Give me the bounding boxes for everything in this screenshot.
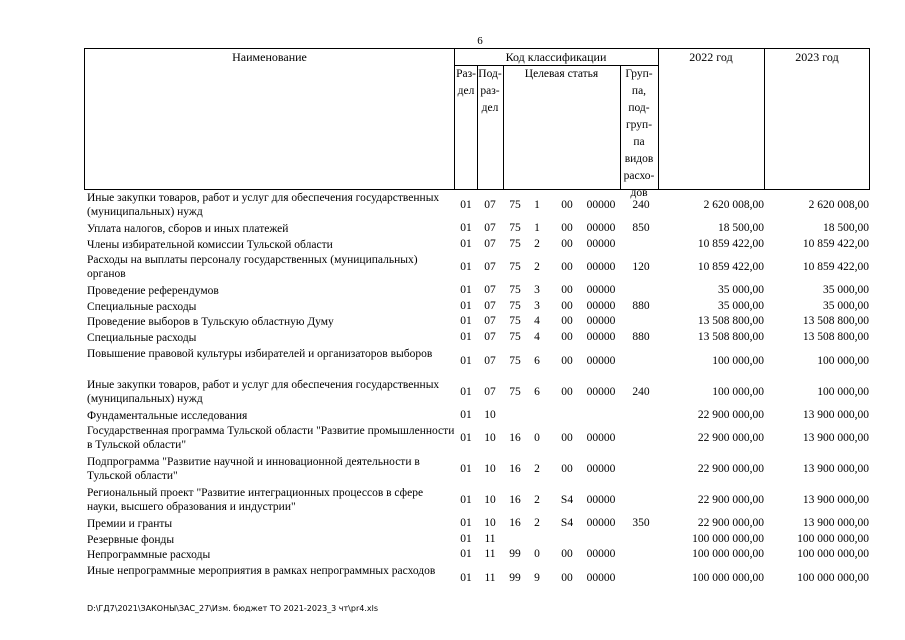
row-code-t2: 3 [534, 299, 540, 312]
row-code-t2: 0 [534, 548, 540, 561]
row-code-r: 01 [460, 299, 472, 312]
row-code-r: 01 [460, 494, 472, 507]
row-amount-2023: 35 000,00 [823, 284, 869, 297]
row-name: Проведение выборов в Тульскую областную Думу [87, 316, 334, 329]
row-code-t4: 00000 [586, 463, 616, 476]
row-amount-2022: 100 000 000,00 [692, 548, 764, 561]
row-code-t3: 00 [561, 463, 573, 476]
header-razdel-line: дел [457, 85, 475, 97]
row-code-t1: 75 [509, 284, 521, 297]
row-code-t4: 00000 [586, 261, 616, 274]
row-code-t4: 00000 [586, 199, 616, 211]
row-name: Специальные расходы [87, 331, 197, 344]
row-amount-2022: 22 900 000,00 [697, 463, 764, 476]
row-code-p: 10 [484, 432, 496, 445]
row-name: Повышение правовой культуры избирателей и организаторов выборов [87, 347, 433, 360]
row-code-t1: 16 [509, 517, 521, 530]
table-row [0, 221, 905, 237]
table-row [0, 547, 905, 563]
row-code-t2: 4 [534, 330, 540, 343]
row-amount-2023: 13 900 000,00 [802, 494, 869, 507]
row-code-t2: 6 [534, 354, 540, 367]
row-amount-2022: 35 000,00 [718, 299, 764, 312]
row-code-t2: 2 [534, 261, 540, 274]
row-code-t1: 75 [509, 385, 521, 398]
header-group-line: груп- [625, 119, 653, 131]
row-code-p: 11 [484, 532, 496, 545]
row-code-t3: 00 [561, 548, 573, 561]
row-name: Подпрограмма "Развитие научной и инновационной деятельности в Тульской области" [87, 456, 420, 483]
row-name: Непрограммные расходы [87, 549, 211, 562]
row-code-t3: 00 [561, 222, 573, 234]
row-name: Проведение референдумов [87, 285, 219, 298]
header-divider [503, 65, 504, 189]
row-code-p: 07 [484, 237, 496, 250]
row-code-r: 01 [460, 330, 472, 343]
row-code-t1: 75 [509, 354, 521, 367]
row-code-r: 01 [460, 385, 472, 398]
row-code-r: 01 [460, 548, 472, 561]
row-code-t4: 00000 [586, 548, 616, 561]
row-code-g: 880 [632, 330, 650, 343]
row-code-t4: 00000 [586, 299, 616, 312]
row-code-t3: 00 [561, 330, 573, 343]
row-code-t4: 00000 [586, 222, 616, 234]
row-code-t3: 00 [561, 284, 573, 297]
row-code-t1: 99 [509, 548, 521, 561]
row-code-t2: 2 [534, 517, 540, 530]
row-code-t4: 00000 [586, 517, 616, 530]
file-path: D:\ГД7\2021\ЗАКОНЫ\ЗАС_27\Изм. бюджет ТО 2021-2023_3 чт\pr4.xls [87, 604, 378, 613]
row-code-p: 07 [484, 330, 496, 343]
row-code-t2: 4 [534, 315, 540, 328]
page-number: 6 [477, 35, 483, 47]
row-code-r: 01 [460, 408, 472, 421]
header-razdel [454, 66, 478, 100]
row-code-r: 01 [460, 199, 472, 211]
header-razdel-line: Раз- [456, 68, 476, 80]
header-group-line: Груп- [625, 68, 653, 80]
row-code-r: 01 [460, 517, 472, 530]
row-code-t1: 16 [509, 463, 521, 476]
row-code-t4: 00000 [586, 571, 616, 584]
row-code-t2: 6 [534, 385, 540, 398]
table-row [0, 532, 905, 548]
table-row [0, 408, 905, 424]
row-code-r: 01 [460, 237, 472, 250]
row-amount-2023: 13 900 000,00 [802, 517, 869, 530]
row-code-t1: 75 [509, 222, 521, 234]
row-code-t3: 00 [561, 199, 573, 211]
row-code-t2: 9 [534, 571, 540, 584]
row-amount-2023: 100 000,00 [817, 354, 869, 367]
row-code-p: 07 [484, 261, 496, 274]
header-podrazdel-line: Под- [478, 68, 502, 80]
table-row [0, 252, 905, 283]
row-amount-2023: 13 508 800,00 [802, 330, 869, 343]
row-code-t1: 75 [509, 315, 521, 328]
row-code-t2: 2 [534, 494, 540, 507]
row-code-t3: 00 [561, 354, 573, 367]
row-code-t4: 00000 [586, 237, 616, 250]
row-code-t3: 00 [561, 299, 573, 312]
header-code: Код классификации [505, 50, 607, 64]
row-code-t3: 00 [561, 571, 573, 584]
row-code-g: 240 [632, 385, 650, 398]
table-row [0, 299, 905, 315]
table-row [0, 377, 905, 408]
row-code-g: 880 [632, 299, 650, 312]
row-code-p: 07 [484, 315, 496, 328]
row-code-t4: 00000 [586, 284, 616, 297]
row-code-p: 10 [484, 517, 496, 530]
row-amount-2023: 100 000 000,00 [797, 532, 869, 545]
row-code-t4: 00000 [586, 385, 616, 398]
row-code-r: 01 [460, 261, 472, 274]
row-code-t4: 00000 [586, 494, 616, 507]
table-row [0, 330, 905, 346]
row-amount-2023: 100 000,00 [817, 385, 869, 398]
table-row [0, 283, 905, 299]
header-group-line: дов [630, 187, 648, 199]
table-row [0, 346, 905, 377]
row-code-p: 10 [484, 463, 496, 476]
row-amount-2022: 10 859 422,00 [697, 237, 764, 250]
row-amount-2022: 13 508 800,00 [697, 315, 764, 328]
row-amount-2022: 18 500,00 [718, 222, 764, 234]
header-podrazdel-line: дел [481, 102, 499, 114]
table-row [0, 454, 905, 485]
row-code-g: 850 [632, 222, 650, 234]
row-code-t4: 00000 [586, 432, 616, 445]
row-code-t3: 00 [561, 432, 573, 445]
row-code-p: 10 [484, 494, 496, 507]
row-code-t2: 1 [534, 199, 540, 211]
row-name: Иные закупки товаров, работ и услуг для обеспечения государственных (муниципальных) нужд [87, 192, 440, 218]
row-amount-2022: 35 000,00 [718, 284, 764, 297]
row-code-g: 350 [632, 517, 650, 530]
row-code-r: 01 [460, 354, 472, 367]
row-code-t1: 75 [509, 261, 521, 274]
table-header [84, 48, 870, 199]
row-name: Премии и гранты [87, 518, 173, 531]
header-group [620, 66, 658, 202]
row-code-p: 07 [484, 222, 496, 234]
row-code-t1: 99 [509, 571, 521, 584]
row-code-t2: 2 [534, 237, 540, 250]
row-amount-2022: 22 900 000,00 [697, 517, 764, 530]
table-body [0, 190, 905, 594]
row-amount-2023: 13 900 000,00 [802, 463, 869, 476]
row-code-p: 07 [484, 299, 496, 312]
row-code-p: 07 [484, 354, 496, 367]
header-podrazdel-line: раз- [480, 85, 500, 97]
header-group-line: под- [628, 102, 650, 114]
row-name: Члены избирательной комиссии Тульской области [87, 238, 333, 251]
row-code-p: 07 [484, 199, 496, 211]
header-target: Целевая статья [524, 68, 599, 80]
header-divider [764, 49, 765, 189]
row-amount-2023: 13 508 800,00 [802, 315, 869, 328]
header-group-line: видов [624, 153, 654, 165]
row-code-p: 07 [484, 385, 496, 398]
row-code-t2: 0 [534, 432, 540, 445]
row-name: Государственная программа Тульской области "Развитие промышленности в Тульской области" [87, 425, 455, 452]
row-code-r: 01 [460, 432, 472, 445]
table-row [0, 237, 905, 253]
row-code-r: 01 [460, 532, 472, 545]
header-group-line: расхо- [623, 170, 655, 182]
row-amount-2023: 10 859 422,00 [802, 237, 869, 250]
row-name: Иные непрограммные мероприятия в рамках непрограммных расходов [87, 564, 436, 577]
header-divider [658, 49, 659, 189]
row-code-g: 240 [632, 199, 650, 211]
row-code-t4: 00000 [586, 315, 616, 328]
row-amount-2023: 13 900 000,00 [802, 432, 869, 445]
row-amount-2023: 100 000 000,00 [797, 571, 869, 584]
header-group-line: па [633, 136, 645, 148]
row-amount-2022: 100 000,00 [712, 354, 764, 367]
row-code-r: 01 [460, 284, 472, 297]
row-name: Расходы на выплаты персоналу государственных (муниципальных) органов [87, 254, 418, 281]
row-code-t2: 2 [534, 463, 540, 476]
row-name: Региональный проект "Развитие интеграционных процессов в сфере науки, высшего образования и индустрии" [87, 487, 424, 514]
row-code-p: 11 [484, 571, 496, 584]
row-amount-2022: 22 900 000,00 [697, 494, 764, 507]
row-amount-2022: 100 000,00 [712, 385, 764, 398]
row-code-t4: 00000 [586, 330, 616, 343]
row-code-t3: 00 [561, 315, 573, 328]
row-amount-2022: 100 000 000,00 [692, 532, 764, 545]
row-code-t3: S4 [560, 494, 574, 507]
row-name: Резервные фонды [87, 533, 175, 546]
header-year-2023: 2023 год [795, 50, 839, 64]
row-amount-2023: 2 620 008,00 [808, 199, 869, 211]
row-amount-2022: 13 508 800,00 [697, 330, 764, 343]
row-code-t1: 16 [509, 494, 521, 507]
row-code-p: 10 [484, 408, 496, 421]
row-amount-2022: 100 000 000,00 [692, 571, 764, 584]
row-code-t1: 16 [509, 432, 521, 445]
table-row [0, 314, 905, 330]
header-year-2022: 2022 год [689, 50, 733, 64]
header-name: Наименование [232, 50, 307, 64]
row-code-t1: 75 [509, 299, 521, 312]
row-code-t2: 3 [534, 284, 540, 297]
row-code-t1: 75 [509, 199, 521, 211]
row-amount-2022: 10 859 422,00 [697, 261, 764, 274]
table-row [0, 516, 905, 532]
row-code-r: 01 [460, 222, 472, 234]
row-amount-2023: 100 000 000,00 [797, 548, 869, 561]
row-name: Фундаментальные исследования [87, 409, 248, 422]
row-code-p: 11 [484, 548, 496, 561]
row-name: Уплата налогов, сборов и иных платежей [87, 223, 289, 235]
row-code-r: 01 [460, 315, 472, 328]
row-code-t3: 00 [561, 261, 573, 274]
row-code-t3: 00 [561, 237, 573, 250]
header-group-line: па, [631, 85, 647, 97]
row-code-r: 01 [460, 463, 472, 476]
row-code-t3: S4 [560, 517, 574, 530]
header-podrazdel [477, 66, 503, 117]
row-code-t3: 00 [561, 385, 573, 398]
row-amount-2023: 13 900 000,00 [802, 408, 869, 421]
row-amount-2022: 22 900 000,00 [697, 432, 764, 445]
row-code-t2: 1 [534, 222, 540, 234]
row-amount-2023: 10 859 422,00 [802, 261, 869, 274]
table-row [0, 190, 905, 221]
row-code-p: 07 [484, 284, 496, 297]
row-amount-2022: 2 620 008,00 [703, 199, 764, 211]
row-code-t1: 75 [509, 330, 521, 343]
row-name: Иные закупки товаров, работ и услуг для обеспечения государственных (муниципальных) нужд [87, 378, 440, 405]
row-code-t1: 75 [509, 237, 521, 250]
row-amount-2023: 18 500,00 [823, 222, 869, 234]
table-row [0, 423, 905, 454]
row-name: Специальные расходы [87, 300, 197, 313]
table-row [0, 485, 905, 516]
row-amount-2022: 22 900 000,00 [697, 408, 764, 421]
row-code-t4: 00000 [586, 354, 616, 367]
row-code-r: 01 [460, 571, 472, 584]
row-code-g: 120 [632, 261, 650, 274]
row-amount-2023: 35 000,00 [823, 299, 869, 312]
table-row [0, 563, 905, 594]
